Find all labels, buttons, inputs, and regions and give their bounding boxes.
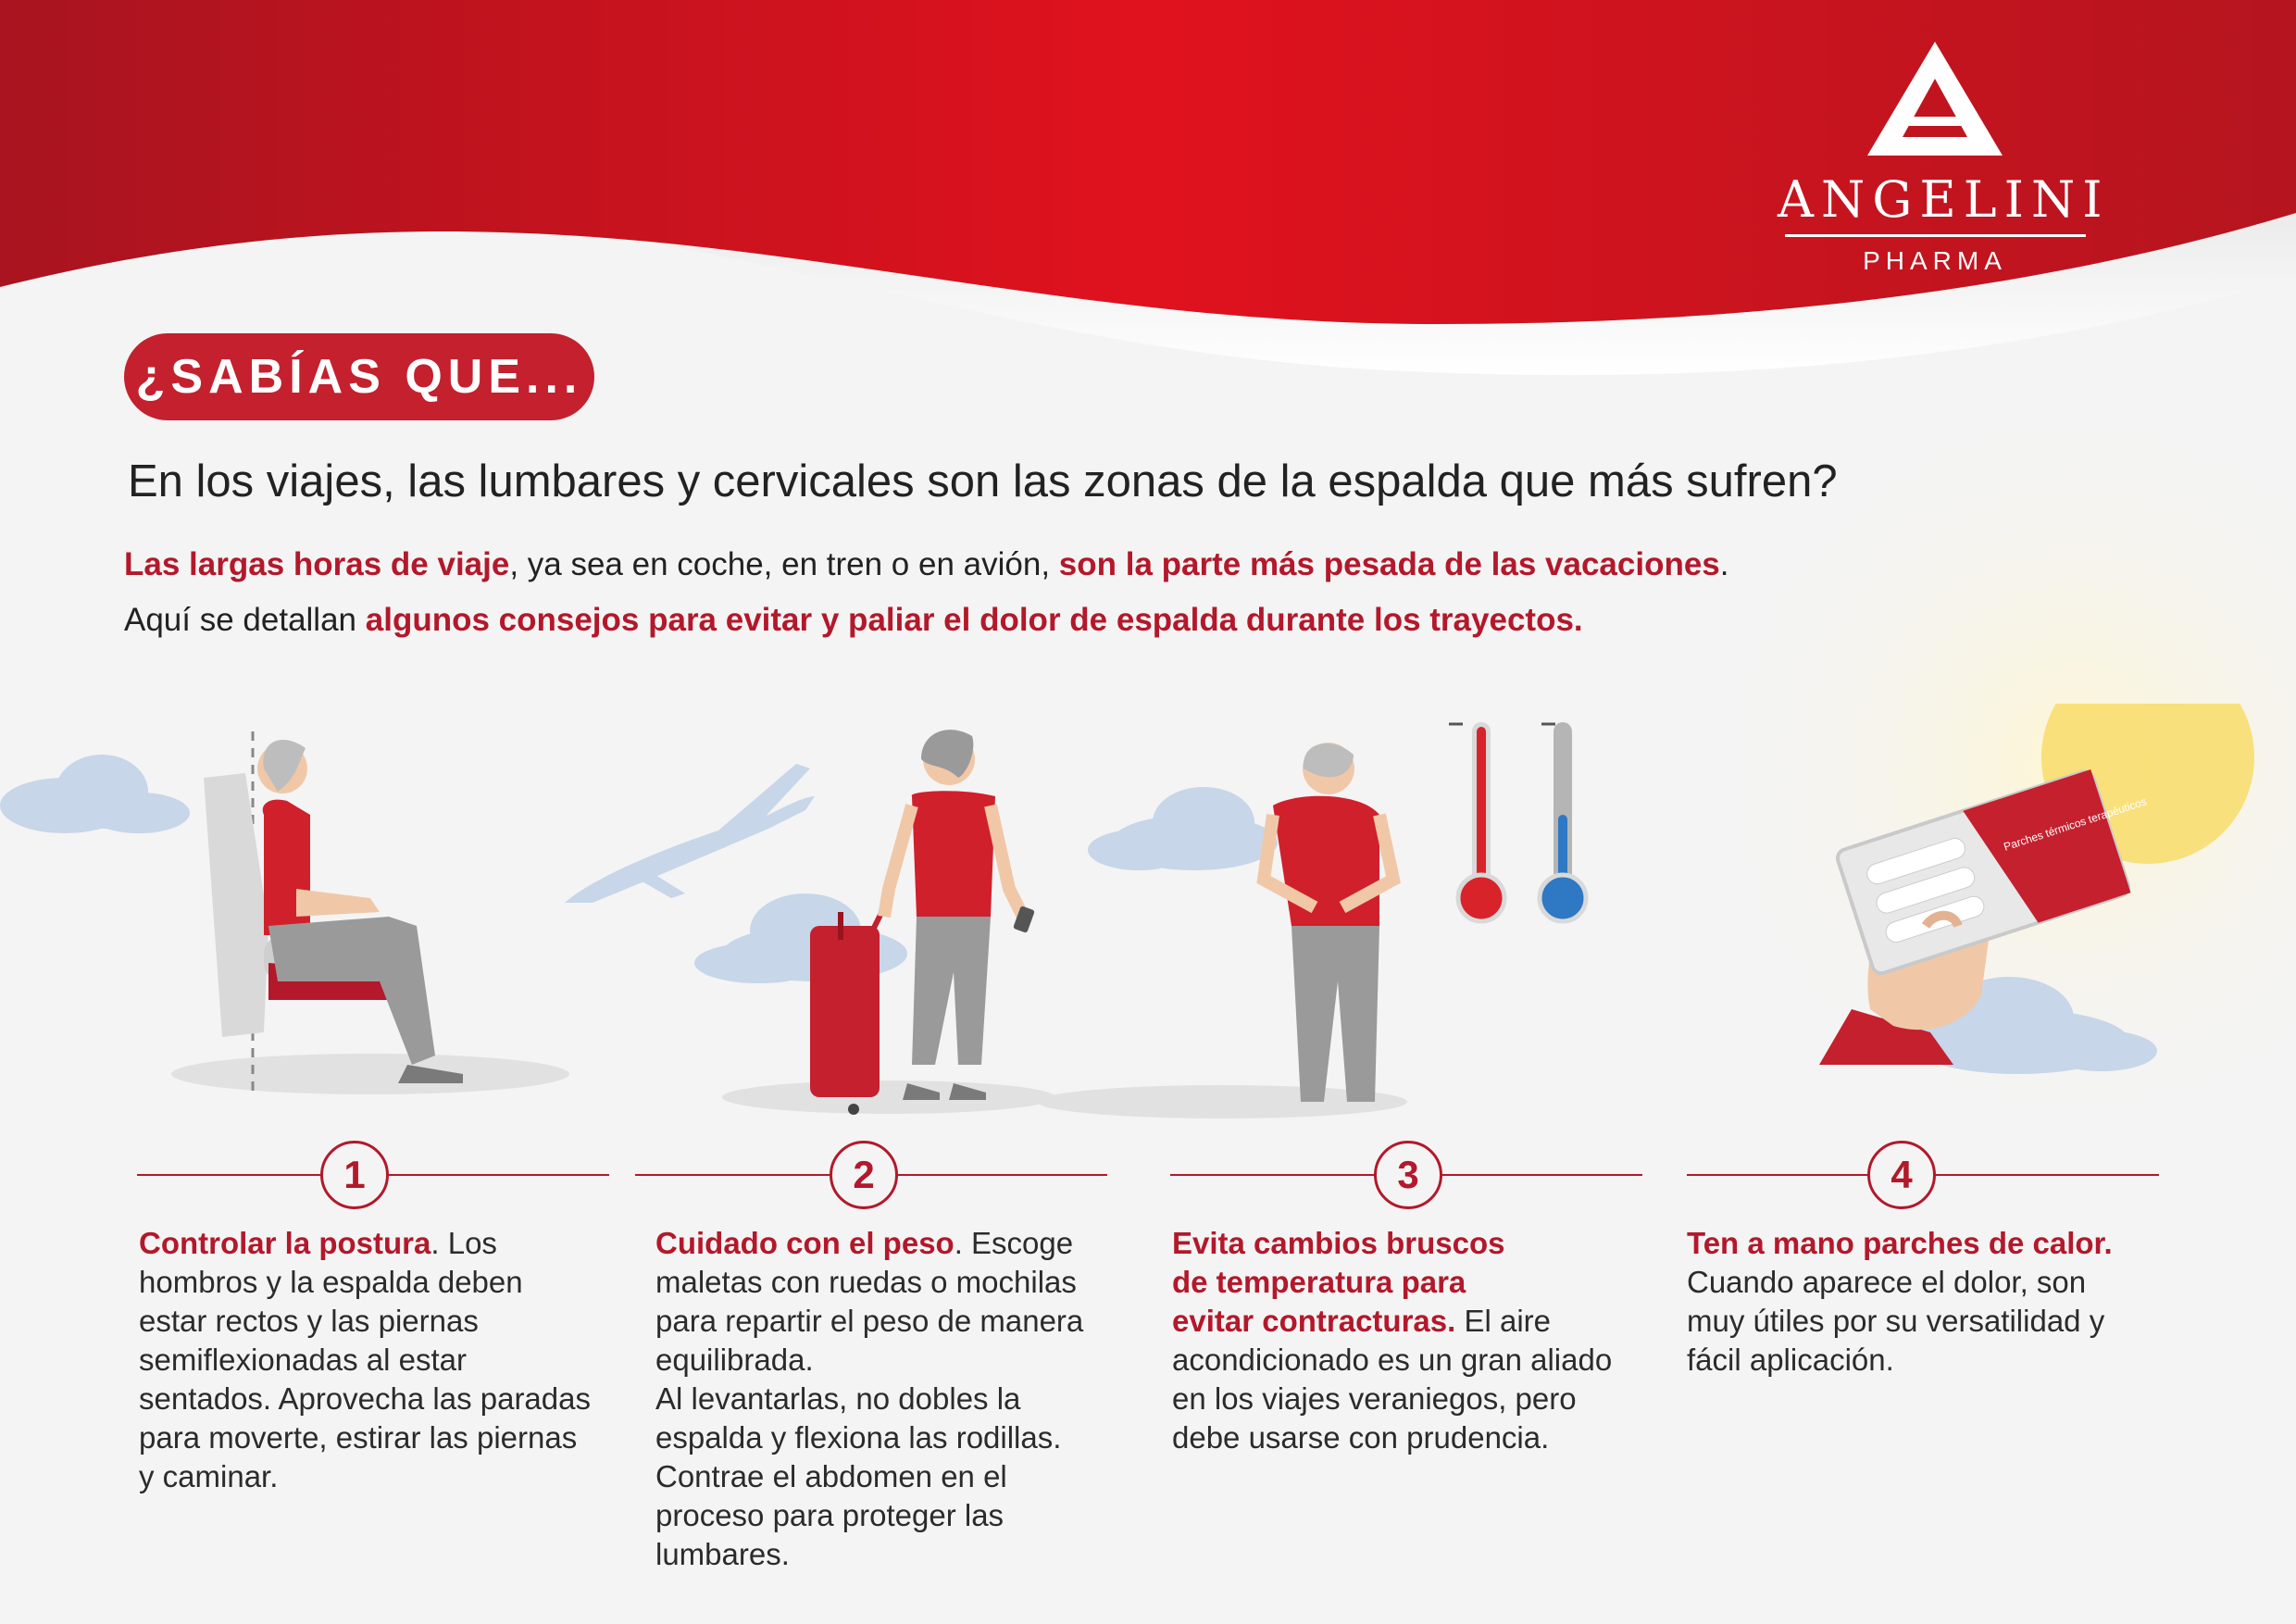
package-label: Parches térmicos terapéuticos — [2002, 794, 2149, 854]
step-number: 2 — [830, 1141, 898, 1209]
step-body-line: hombros y la espalda deben — [139, 1265, 523, 1299]
intro-highlight: son la parte más pesada de las vacaciones — [1058, 546, 1720, 582]
step-number: 4 — [1867, 1141, 1936, 1209]
step-description — [139, 1224, 620, 1496]
airplane-icon — [565, 764, 815, 903]
illustrations — [0, 704, 2296, 1130]
intro-line-2 — [124, 593, 2161, 648]
step-title-line: de temperatura para — [1172, 1265, 1466, 1299]
step-body-line: fácil aplicación. — [1687, 1343, 1894, 1377]
step-description — [1687, 1224, 2168, 1380]
headline: En los viajes, las lumbares y cervicales son las zonas de la espalda que más sufren? — [128, 456, 1838, 506]
step-number: 3 — [1374, 1141, 1442, 1209]
intro-text — [124, 537, 2161, 648]
step-body-line: para repartir el peso de manera — [655, 1304, 1084, 1338]
step-body-line: y caminar. — [139, 1459, 279, 1493]
seated-passenger-illustration — [204, 731, 463, 1093]
step-title: Controlar la postura — [139, 1226, 431, 1260]
back-pain-man-illustration — [1264, 743, 1393, 1102]
step-body-line: maletas con ruedas o mochilas — [655, 1265, 1077, 1299]
floor-shadow — [171, 1054, 569, 1094]
intro-highlight: algunos consejos para evitar y paliar el dolor de espalda durante los trayectos. — [365, 602, 1583, 638]
step-description — [1172, 1224, 1653, 1457]
brand-logo — [1778, 37, 2110, 276]
step-body-line: acondicionado es un gran aliado — [1172, 1343, 1613, 1377]
step-body-line: El aire — [1455, 1304, 1552, 1338]
cold-thermometer-icon — [1540, 722, 1586, 921]
angelini-a-logo — [1866, 37, 2004, 157]
brand-divider — [1785, 234, 2086, 237]
step-body-line: semiflexionadas al estar — [139, 1343, 468, 1377]
step-body-line: espalda y flexiona las rodillas. — [655, 1420, 1062, 1455]
step-body-line: en los viajes veraniegos, pero — [1172, 1381, 1577, 1416]
step-number: 1 — [320, 1141, 389, 1209]
step-body-line: . — [430, 1226, 440, 1260]
step-body-line: Cuando aparece el dolor, son — [1687, 1265, 2087, 1299]
brand-subtitle: PHARMA — [1863, 246, 2007, 275]
step-body-line: Contrae el abdomen en el — [655, 1459, 1007, 1493]
step-body-line: proceso para proteger las — [655, 1498, 1004, 1532]
step-title-line: evitar contracturas. — [1172, 1304, 1456, 1338]
step-body-line: equilibrada. — [655, 1343, 814, 1377]
step-body-line: debe usarse con prudencia. — [1172, 1420, 1550, 1455]
step-title: Cuidado con el peso — [655, 1226, 955, 1260]
step-body-line: Los — [439, 1226, 497, 1260]
intro-text-span: . — [1719, 546, 1729, 582]
step-body-line: muy útiles por su versatilidad y — [1687, 1304, 2105, 1338]
step-title: Ten a mano parches de calor. — [1687, 1226, 2113, 1260]
step-description — [655, 1224, 1137, 1574]
intro-text-span: , ya sea en coche, en tren o en avión, — [509, 546, 1059, 582]
floor-shadow — [722, 1081, 1055, 1114]
step-body-line: Al levantarlas, no dobles la — [655, 1381, 1021, 1416]
did-you-know-badge: ¿SABÍAS QUE... — [124, 333, 594, 420]
step-body-line: sentados. Aprovecha las paradas — [139, 1381, 591, 1416]
intro-line-1 — [124, 537, 2161, 593]
intro-highlight: Las largas horas de viaje — [124, 546, 510, 582]
brand-name: ANGELINI — [1778, 170, 2110, 229]
step-title-line: Evita cambios bruscos — [1172, 1226, 1505, 1260]
step-body-line: para moverte, estirar las piernas — [139, 1420, 578, 1455]
step-body-line: estar rectos y las piernas — [139, 1304, 479, 1338]
intro-text-span: Aquí se detallan — [124, 602, 366, 638]
cloud-icon — [0, 755, 190, 833]
step-body-line: . Escoge — [954, 1226, 1074, 1260]
step-body-line: lumbares. — [655, 1537, 790, 1571]
hot-thermometer-icon — [1449, 722, 1504, 921]
cloud-icon — [1088, 787, 1278, 870]
